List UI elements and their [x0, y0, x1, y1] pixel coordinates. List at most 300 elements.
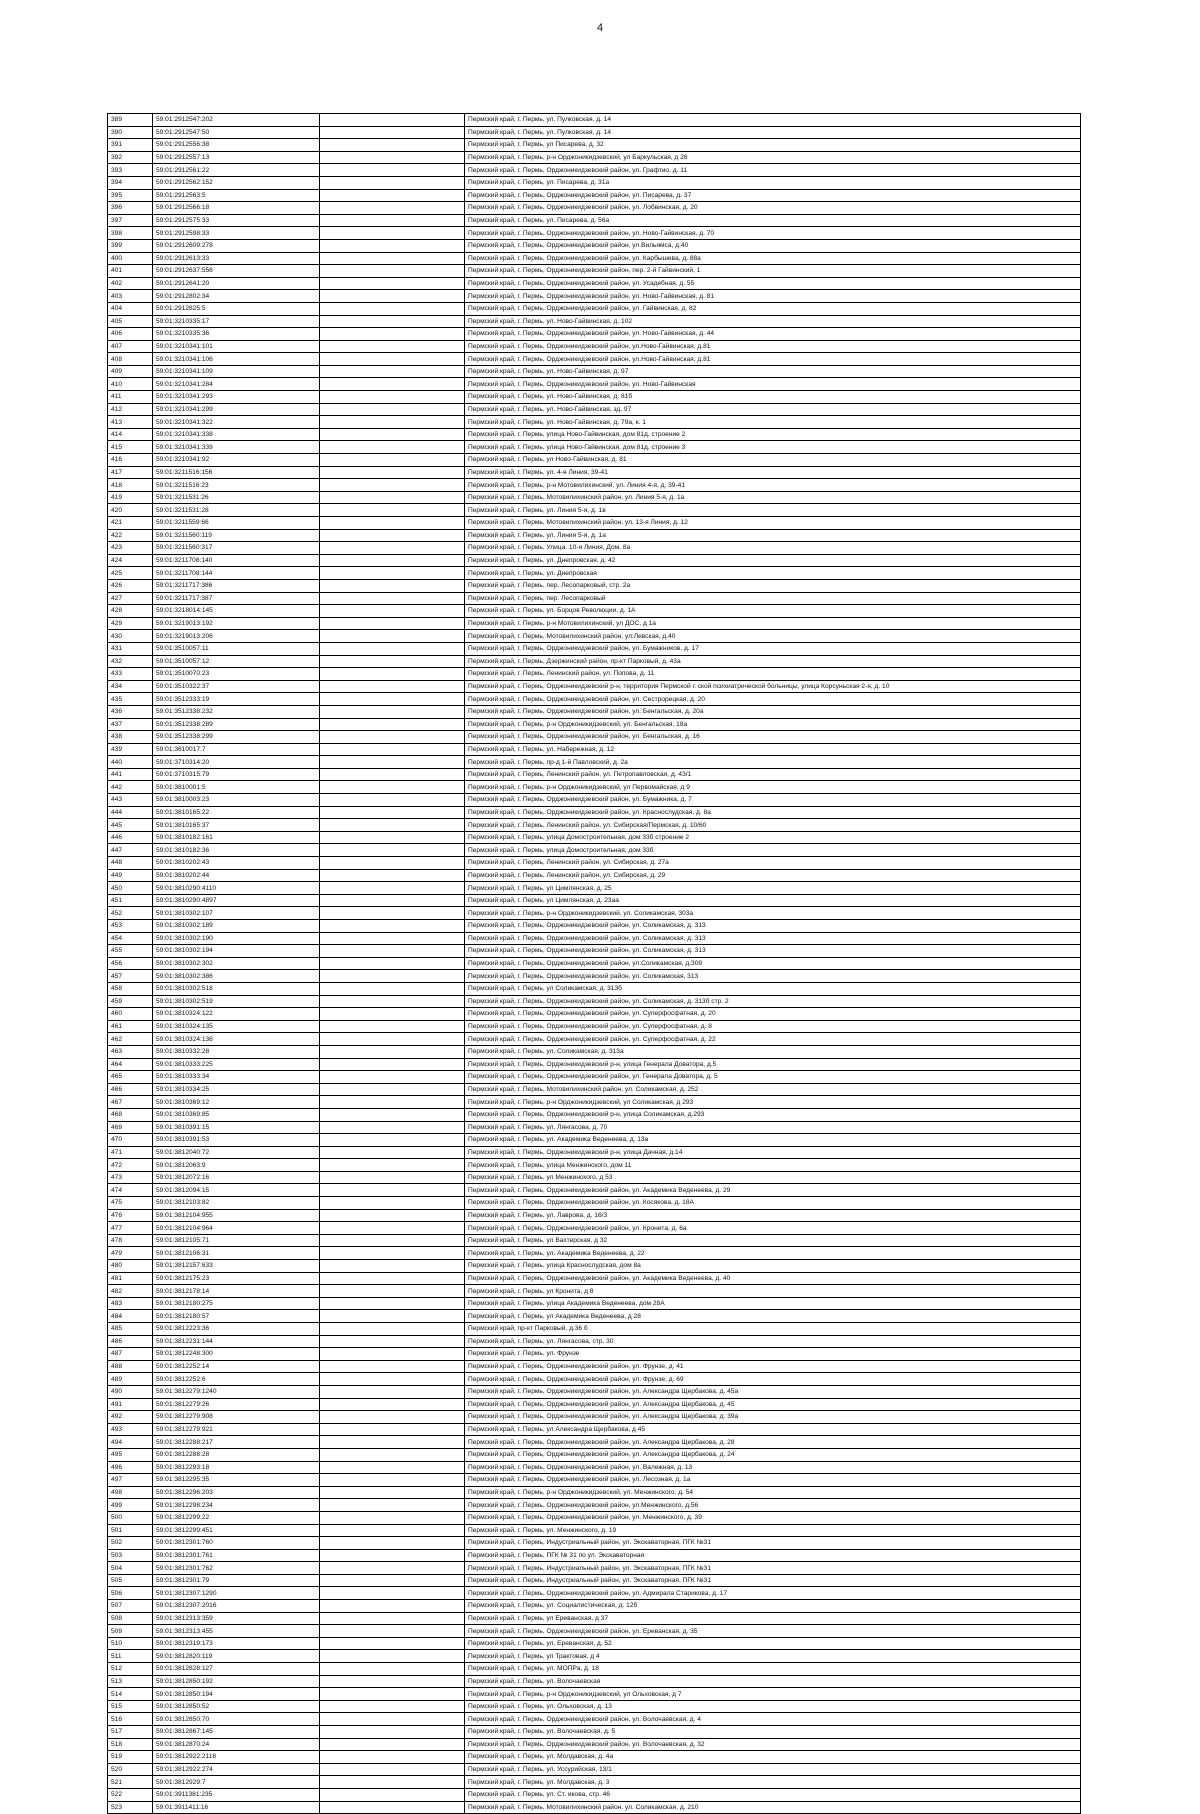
- empty-cell: [320, 315, 465, 328]
- table-row: [108, 1008, 1081, 1021]
- address: Пермский край, г. Пермь, Орджоникидзевский район, ул. Суперфосфатная, д. 22: [465, 1033, 1081, 1046]
- row-number: 513: [108, 1675, 153, 1688]
- empty-cell: [320, 391, 465, 404]
- row-number: 458: [108, 982, 153, 995]
- cadastral-number: 59:01:3810182:161: [153, 831, 320, 844]
- table-row: [108, 1562, 1081, 1575]
- table-row: [108, 857, 1081, 870]
- row-number: 402: [108, 277, 153, 290]
- table-row: [108, 1108, 1081, 1121]
- row-number: 514: [108, 1688, 153, 1701]
- table-row: [108, 1171, 1081, 1184]
- empty-cell: [320, 1499, 465, 1512]
- row-number: 410: [108, 378, 153, 391]
- row-number: 462: [108, 1033, 153, 1046]
- address: Пермский край, г. Пермь, ул Цимлянская, д. 23аа: [465, 894, 1081, 907]
- row-number: 471: [108, 1146, 153, 1159]
- row-number: 454: [108, 932, 153, 945]
- address: Пермский край, г. Пермь, Орджоникидзевский район, ул. Бенгальская, д. 20а: [465, 705, 1081, 718]
- table-row: [108, 1637, 1081, 1650]
- address: Пермский край, г. Пермь, р-н Орджоникидзевский, ул. Соликамская, 303а: [465, 907, 1081, 920]
- address: Пермский край, г. Пермь, ул. Фрунзе: [465, 1348, 1081, 1361]
- table-row: [108, 1650, 1081, 1663]
- row-number: 441: [108, 768, 153, 781]
- row-number: 424: [108, 554, 153, 567]
- table-row: [108, 982, 1081, 995]
- row-number: 436: [108, 705, 153, 718]
- row-number: 440: [108, 756, 153, 769]
- table-row: [108, 416, 1081, 429]
- empty-cell: [320, 920, 465, 933]
- row-number: 476: [108, 1209, 153, 1222]
- address: Пермский край, г. Пермь, пер. Лесопарковый: [465, 592, 1081, 605]
- address: Пермский край, г. Пермь, ул. Борцов Революции, д. 1А: [465, 605, 1081, 618]
- table-row: [108, 882, 1081, 895]
- table-row: [108, 781, 1081, 794]
- row-number: 448: [108, 857, 153, 870]
- table-row: [108, 176, 1081, 189]
- address: Пермский край, г. Пермь, улица Ново-Гайвинская, дом 81д, строение 3: [465, 441, 1081, 454]
- empty-cell: [320, 1096, 465, 1109]
- table-row: [108, 869, 1081, 882]
- empty-cell: [320, 945, 465, 958]
- row-number: 434: [108, 680, 153, 693]
- table-row: [108, 1625, 1081, 1638]
- address: Пермский край, г. Пермь, р-н Орджоникидзевский, ул. Бенгальская, 18а: [465, 718, 1081, 731]
- empty-cell: [320, 466, 465, 479]
- cadastral-number: 59:01:3210335:36: [153, 328, 320, 341]
- cadastral-number: 59:01:2912613:33: [153, 252, 320, 265]
- row-number: 405: [108, 315, 153, 328]
- empty-cell: [320, 1197, 465, 1210]
- address: Пермский край, г. Пермь, Орджоникидзевский р-н, улица Соликамская, д.293: [465, 1108, 1081, 1121]
- row-number: 500: [108, 1511, 153, 1524]
- cadastral-number: 59:01:3812850:70: [153, 1713, 320, 1726]
- row-number: 497: [108, 1474, 153, 1487]
- empty-cell: [320, 1436, 465, 1449]
- address: Пермский край, г. Пермь, Орджоникидзевский район, ул. Суперфосфатная, д. 8: [465, 1020, 1081, 1033]
- cadastral-number: 59:01:3810391:15: [153, 1121, 320, 1134]
- address: Пермский край, г. Пермь, Орджоникидзевский район, ул.Соликамская, д.309: [465, 957, 1081, 970]
- table-row: [108, 1385, 1081, 1398]
- table-row: [108, 202, 1081, 215]
- row-number: 407: [108, 340, 153, 353]
- cadastral-number: 59:01:2912561:22: [153, 164, 320, 177]
- row-number: 449: [108, 869, 153, 882]
- empty-cell: [320, 1549, 465, 1562]
- table-row: [108, 1675, 1081, 1688]
- row-number: 472: [108, 1159, 153, 1172]
- address: Пермский край, г. Пермь, ул. Ново-Гайвинская, зд. 97: [465, 403, 1081, 416]
- empty-cell: [320, 416, 465, 429]
- address: Пермский край, г. Пермь, улица Краснослудская, дом 8а: [465, 1260, 1081, 1273]
- empty-cell: [320, 1247, 465, 1260]
- table-row: [108, 1423, 1081, 1436]
- row-number: 389: [108, 114, 153, 127]
- cadastral-number: 59:01:3810302:107: [153, 907, 320, 920]
- cadastral-number: 59:01:3812296:203: [153, 1486, 320, 1499]
- row-number: 445: [108, 819, 153, 832]
- empty-cell: [320, 718, 465, 731]
- empty-cell: [320, 970, 465, 983]
- empty-cell: [320, 1776, 465, 1789]
- table-row: [108, 1474, 1081, 1487]
- empty-cell: [320, 164, 465, 177]
- table-row: [108, 1486, 1081, 1499]
- row-number: 515: [108, 1700, 153, 1713]
- address: Пермский край, г. Пермь, Мотовилихинский район, ул.Левская, д.40: [465, 630, 1081, 643]
- table-row: [108, 705, 1081, 718]
- empty-cell: [320, 176, 465, 189]
- table-row: [108, 1360, 1081, 1373]
- row-number: 505: [108, 1574, 153, 1587]
- row-number: 506: [108, 1587, 153, 1600]
- table-row: [108, 164, 1081, 177]
- table-row: [108, 378, 1081, 391]
- empty-cell: [320, 592, 465, 605]
- empty-cell: [320, 365, 465, 378]
- table-row: [108, 353, 1081, 366]
- table-row: [108, 945, 1081, 958]
- empty-cell: [320, 1373, 465, 1386]
- address: Пермский край, г. Пермь, ул. Писарева, д. 56а: [465, 214, 1081, 227]
- cadastral-number: 59:01:3211560:119: [153, 529, 320, 542]
- row-number: 431: [108, 642, 153, 655]
- cadastral-number: 59:01:3812301:79: [153, 1574, 320, 1587]
- address: Пермский край, г. Пермь, Орджоникидзевский район, ул.Менжинского, д.56: [465, 1499, 1081, 1512]
- cadastral-number: 59:01:3211516:23: [153, 479, 320, 492]
- row-number: 417: [108, 466, 153, 479]
- empty-cell: [320, 239, 465, 252]
- table-row: [108, 542, 1081, 555]
- cadastral-number: 59:01:3810332:28: [153, 1045, 320, 1058]
- table-row: [108, 970, 1081, 983]
- cadastral-number: 59:01:3812063:9: [153, 1159, 320, 1172]
- row-number: 519: [108, 1751, 153, 1764]
- table-row: [108, 1209, 1081, 1222]
- address: Пермский край, г. Пермь, Орджоникидзевский район, ул. Александра Щербакова, д. 45а: [465, 1385, 1081, 1398]
- address: Пермский край, г. Пермь, ул. Линия 5-я, д. 1в: [465, 504, 1081, 517]
- empty-cell: [320, 290, 465, 303]
- cadastral-number: 59:01:3812252:6: [153, 1373, 320, 1386]
- cadastral-number: 59:01:3812299:22: [153, 1511, 320, 1524]
- table-row: [108, 995, 1081, 1008]
- empty-cell: [320, 932, 465, 945]
- table-row: [108, 592, 1081, 605]
- cadastral-number: 59:01:3812279:908: [153, 1411, 320, 1424]
- row-number: 428: [108, 605, 153, 618]
- address: Пермский край, г. Пермь, ул Ново-Гайвинская, д. 81: [465, 454, 1081, 467]
- address: Пермский край, г. Пермь, Орджоникидзевский р-н, улица Дачная, д.14: [465, 1146, 1081, 1159]
- empty-cell: [320, 554, 465, 567]
- table-row: [108, 655, 1081, 668]
- table-row: [108, 680, 1081, 693]
- address: Пермский край, г. Пермь, Дзержинский район, пр-кт Парковый, д. 43а: [465, 655, 1081, 668]
- address: Пермский край, г. Пермь, Орджоникидзевский район, ул. Ереванская, д. 35: [465, 1625, 1081, 1638]
- row-number: 485: [108, 1323, 153, 1336]
- table-row: [108, 1159, 1081, 1172]
- table-row: [108, 1688, 1081, 1701]
- row-number: 517: [108, 1726, 153, 1739]
- row-number: 508: [108, 1612, 153, 1625]
- empty-cell: [320, 768, 465, 781]
- empty-cell: [320, 1310, 465, 1323]
- row-number: 520: [108, 1763, 153, 1776]
- cadastral-number: 59:01:3211560:317: [153, 542, 320, 555]
- empty-cell: [320, 1385, 465, 1398]
- cadastral-number: 59:01:3812180:275: [153, 1297, 320, 1310]
- address: Пермский край, г. Пермь, Улица. 10-я Линия, Дом. 8а: [465, 542, 1081, 555]
- table-row: [108, 151, 1081, 164]
- empty-cell: [320, 1272, 465, 1285]
- row-number: 408: [108, 353, 153, 366]
- empty-cell: [320, 340, 465, 353]
- table-row: [108, 1411, 1081, 1424]
- table-row: [108, 1234, 1081, 1247]
- empty-cell: [320, 1323, 465, 1336]
- address: Пермский край, г. Пермь, Орджоникидзевский район, ул. Краснослудская, д. 8а: [465, 806, 1081, 819]
- row-number: 429: [108, 617, 153, 630]
- empty-cell: [320, 882, 465, 895]
- address: Пермский край, г. Пермь, ул. Академика Веденеева, д. 13а: [465, 1134, 1081, 1147]
- address: Пермский край, г. Пермь, Орджоникидзевский район, ул. Графтио, д. 11: [465, 164, 1081, 177]
- row-number: 522: [108, 1788, 153, 1801]
- table-row: [108, 1574, 1081, 1587]
- row-number: 406: [108, 328, 153, 341]
- cadastral-number: 59:01:3810165:22: [153, 806, 320, 819]
- row-number: 392: [108, 151, 153, 164]
- row-number: 518: [108, 1738, 153, 1751]
- cadastral-number: 59:01:3510322:37: [153, 680, 320, 693]
- cadastral-number: 59:01:3810003:23: [153, 794, 320, 807]
- table-row: [108, 214, 1081, 227]
- cadastral-number: 59:01:3210341:101: [153, 340, 320, 353]
- address: Пермский край, г. Пермь, ул. Набережная, д. 12: [465, 743, 1081, 756]
- address: Пермский край, г. Пермь, Орджоникидзевский р-н, территория Пермской г. ской психиатрической больницы, улица Корсуньская 2-я, д. 10: [465, 680, 1081, 693]
- row-number: 390: [108, 126, 153, 139]
- address: Пермский край, г. Пермь, Мотовилихинский район, ул. Соликамская, д. 252: [465, 1083, 1081, 1096]
- cadastral-number: 59:01:3812231:144: [153, 1335, 320, 1348]
- address: Пермский край, г. Пермь, улица Ново-Гайвинская, дом 81д, строение 2: [465, 428, 1081, 441]
- table-row: [108, 920, 1081, 933]
- address: Пермский край, г. Пермь, ул Академика Веденеева, д 28: [465, 1310, 1081, 1323]
- empty-cell: [320, 894, 465, 907]
- row-number: 409: [108, 365, 153, 378]
- cadastral-number: 59:01:3812828:127: [153, 1663, 320, 1676]
- cadastral-number: 59:01:3810333:34: [153, 1071, 320, 1084]
- address: Пермский край, г. Пермь, ПГК № 31 по ул. Экскаваторная: [465, 1549, 1081, 1562]
- empty-cell: [320, 743, 465, 756]
- cadastral-number: 59:01:3810202:43: [153, 857, 320, 870]
- table-row: [108, 668, 1081, 681]
- empty-cell: [320, 1108, 465, 1121]
- table-row: [108, 302, 1081, 315]
- table-row: [108, 1045, 1081, 1058]
- table-row: [108, 1776, 1081, 1789]
- table-row: [108, 1713, 1081, 1726]
- table-row: [108, 479, 1081, 492]
- row-number: 453: [108, 920, 153, 933]
- cadastral-number: 59:01:3812175:23: [153, 1272, 320, 1285]
- row-number: 456: [108, 957, 153, 970]
- empty-cell: [320, 265, 465, 278]
- table-row: [108, 1247, 1081, 1260]
- cadastral-number: 59:01:2912562:152: [153, 176, 320, 189]
- empty-cell: [320, 403, 465, 416]
- row-number: 475: [108, 1197, 153, 1210]
- address: Пермский край, г. Пермь, Орджоникидзевский район, ул. Фрунзе, д. 69: [465, 1373, 1081, 1386]
- row-number: 425: [108, 567, 153, 580]
- row-number: 432: [108, 655, 153, 668]
- empty-cell: [320, 202, 465, 215]
- empty-cell: [320, 1058, 465, 1071]
- address: Пермский край, г. Пермь, р-н Орджоникидзевский, ул Ольховская, д 7: [465, 1688, 1081, 1701]
- address: Пермский край, г. Пермь, Орджоникидзевский район, ул. Генерала Доватора, д. 5: [465, 1071, 1081, 1084]
- cadastral-number: 59:01:3810302:190: [153, 932, 320, 945]
- cadastral-number: 59:01:3210341:92: [153, 454, 320, 467]
- address: Пермский край, г. Пермь, Орджоникидзевский район, ул.Ново-Гайвинская, д.81: [465, 353, 1081, 366]
- address: Пермский край, г. Пермь, Орджоникидзевский район, ул. Лобвинская, д. 20: [465, 202, 1081, 215]
- address: Пермский край, г. Пермь, Орджоникидзевский район, ул. Академика Веденеева, д. 29: [465, 1184, 1081, 1197]
- address: Пермский край, г. Пермь, Орджоникидзевский р-н, улица Генерала Доватора, д.5: [465, 1058, 1081, 1071]
- table-row: [108, 1020, 1081, 1033]
- empty-cell: [320, 189, 465, 202]
- table-row: [108, 466, 1081, 479]
- empty-cell: [320, 731, 465, 744]
- address: Пермский край, г. Пермь, Орджоникидзевский район, ул. Александра Щербакова, д. 24: [465, 1448, 1081, 1461]
- empty-cell: [320, 1045, 465, 1058]
- cadastral-number: 59:01:3210341:106: [153, 353, 320, 366]
- address: Пермский край, г. Пермь, р-н Орджоникидзевский, ул. Менжинского, д. 54: [465, 1486, 1081, 1499]
- table-row: [108, 1436, 1081, 1449]
- address: Пермский край, г. Пермь, Орджоникидзевский район, ул. Бенгальская, д. 16: [465, 731, 1081, 744]
- cadastral-number: 59:01:3812929:7: [153, 1776, 320, 1789]
- address: Пермский край, г. Пермь, Орджоникидзевский район, ул. Академика Веденеева, д. 40: [465, 1272, 1081, 1285]
- cadastral-number: 59:01:3810182:36: [153, 844, 320, 857]
- table-row: [108, 617, 1081, 630]
- row-number: 489: [108, 1373, 153, 1386]
- cadastral-number: 59:01:3510057:12: [153, 655, 320, 668]
- empty-cell: [320, 1511, 465, 1524]
- row-number: 479: [108, 1247, 153, 1260]
- address: Пермский край, г. Пермь, Орджоникидзевский район, ул. Волочаевская, д. 4: [465, 1713, 1081, 1726]
- address: Пермский край, г. Пермь, ул. Волочаевская, д. 5: [465, 1726, 1081, 1739]
- row-number: 438: [108, 731, 153, 744]
- row-number: 394: [108, 176, 153, 189]
- empty-cell: [320, 1360, 465, 1373]
- cadastral-number: 59:01:3610017:7: [153, 743, 320, 756]
- row-number: 460: [108, 1008, 153, 1021]
- table-row: [108, 1751, 1081, 1764]
- cadastral-number: 59:01:3812288:28: [153, 1448, 320, 1461]
- address: Пермский край, г. Пермь, Индустриальный район, ул. Экскаваторная, ПГК №31: [465, 1537, 1081, 1550]
- row-number: 501: [108, 1524, 153, 1537]
- cadastral-number: 59:01:3219013:192: [153, 617, 320, 630]
- table-row: [108, 1197, 1081, 1210]
- row-number: 490: [108, 1385, 153, 1398]
- table-row: [108, 1373, 1081, 1386]
- empty-cell: [320, 252, 465, 265]
- row-number: 437: [108, 718, 153, 731]
- empty-cell: [320, 529, 465, 542]
- empty-cell: [320, 1713, 465, 1726]
- address: Пермский край, г. Пермь, Орджоникидзевский район, ул. Писарева, д. 37: [465, 189, 1081, 202]
- row-number: 439: [108, 743, 153, 756]
- row-number: 442: [108, 781, 153, 794]
- address: Пермский край, г. Пермь, р-н Орджоникидзевский, ул Соликамская, д 293: [465, 1096, 1081, 1109]
- table-row: [108, 1323, 1081, 1336]
- table-row: [108, 1121, 1081, 1134]
- row-number: 499: [108, 1499, 153, 1512]
- empty-cell: [320, 1448, 465, 1461]
- row-number: 503: [108, 1549, 153, 1562]
- table-row: [108, 806, 1081, 819]
- empty-cell: [320, 428, 465, 441]
- empty-cell: [320, 907, 465, 920]
- address: Пермский край, г. Пермь, Орджоникидзевский район, пер. 2-й Гайвинский, 1: [465, 265, 1081, 278]
- address: Пермский край, г. Пермь, Орджоникидзевский район, ул. Карбышева, д. 88а: [465, 252, 1081, 265]
- address: Пермский край, г. Пермь, ул. Социалистическая, д. 12б: [465, 1600, 1081, 1613]
- empty-cell: [320, 517, 465, 530]
- empty-cell: [320, 1675, 465, 1688]
- table-row: [108, 743, 1081, 756]
- empty-cell: [320, 1587, 465, 1600]
- cadastral-number: 59:01:3218014:145: [153, 605, 320, 618]
- cadastral-number: 59:01:3812820:119: [153, 1650, 320, 1663]
- cadastral-number: 59:01:3210341:109: [153, 365, 320, 378]
- cadastral-number: 59:01:3911411:16: [153, 1801, 320, 1814]
- cadastral-number: 59:01:3812922:274: [153, 1763, 320, 1776]
- row-number: 418: [108, 479, 153, 492]
- empty-cell: [320, 1033, 465, 1046]
- row-number: 419: [108, 491, 153, 504]
- empty-cell: [320, 139, 465, 152]
- row-number: 413: [108, 416, 153, 429]
- table-row: [108, 567, 1081, 580]
- empty-cell: [320, 1474, 465, 1487]
- empty-cell: [320, 1637, 465, 1650]
- table-row: [108, 504, 1081, 517]
- cadastral-number: 59:01:3812103:82: [153, 1197, 320, 1210]
- cadastral-number: 59:01:3210335:17: [153, 315, 320, 328]
- cadastral-number: 59:01:2912566:18: [153, 202, 320, 215]
- cadastral-number: 59:01:3812301:760: [153, 1537, 320, 1550]
- cadastral-number: 59:01:3810290:4110: [153, 882, 320, 895]
- cadastral-number: 59:01:3812922:2118: [153, 1751, 320, 1764]
- cadastral-number: 59:01:3810302:386: [153, 970, 320, 983]
- table-row: [108, 819, 1081, 832]
- address: Пермский край, г. Пермь, Орджоникидзевский район, ул. Менжинского, д. 39: [465, 1511, 1081, 1524]
- address: Пермский край, г. Пермь, р-н Орджоникидзевский, ул Первомайская, д 9: [465, 781, 1081, 794]
- row-number: 435: [108, 693, 153, 706]
- empty-cell: [320, 1184, 465, 1197]
- empty-cell: [320, 353, 465, 366]
- row-number: 444: [108, 806, 153, 819]
- empty-cell: [320, 982, 465, 995]
- address: Пермский край, г. Пермь, ул. Ново-Гайвинская, д. 79а, к. 1: [465, 416, 1081, 429]
- table-row: [108, 932, 1081, 945]
- address: Пермский край, г. Пермь, ул. МОПРа, д. 18: [465, 1663, 1081, 1676]
- table-row: [108, 1524, 1081, 1537]
- table-row: [108, 1726, 1081, 1739]
- cadastral-number: 59:01:3812094:15: [153, 1184, 320, 1197]
- row-number: 523: [108, 1801, 153, 1814]
- address: Пермский край, г. Пермь, Орджоникидзевский район, ул. Бумажника, д. 7: [465, 794, 1081, 807]
- empty-cell: [320, 1020, 465, 1033]
- row-number: 415: [108, 441, 153, 454]
- registry-table-body: [108, 114, 1081, 1814]
- row-number: 398: [108, 227, 153, 240]
